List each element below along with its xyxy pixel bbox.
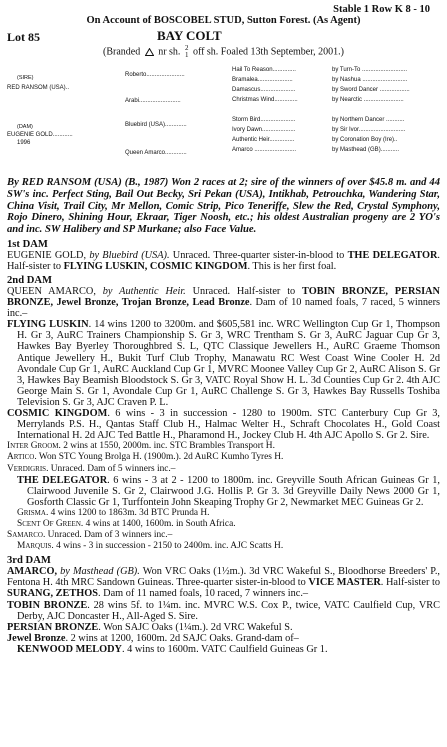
third-dam-text [7, 566, 440, 599]
brand-fraction [185, 45, 189, 59]
third-dam-name: AMARCO, [7, 566, 61, 578]
progeny-record: . 4 wins 1200 to 1863m. 3d BTC Prunda H. [45, 507, 210, 518]
second-dam-heading: 2nd DAM [7, 275, 53, 286]
triangle-brand-icon [145, 48, 154, 56]
grandprogeny-scent-of-green [7, 519, 440, 530]
progeny-name: Samarco [7, 530, 43, 541]
progeny-record: . 4 wins to 1600m. VATC Caulfield Guineas Gr 1. [121, 643, 328, 655]
ds-sire: Storm Bird..................... [232, 117, 296, 124]
horse-description: BAY COLT [157, 28, 222, 43]
sire-sire: Roberto....................... [125, 72, 185, 79]
first-dam-desc3: . This is her first foal. [247, 260, 337, 272]
progeny-record: . Won SAJC Oaks (1¼m.). 2d VRC Wakeful S. [98, 621, 293, 633]
ds-sire-by: by Northern Dancer ........... [332, 117, 405, 124]
dam-sire: Bluebird (USA)............. [125, 122, 187, 129]
progeny-name: PERSIAN BRONZE [7, 621, 99, 633]
sd-dam-by: by Nearctic ........................ [332, 97, 404, 104]
progeny-name: FLYING LUSKIN [7, 319, 89, 331]
progeny-name: COSMIC KINGDOM [7, 408, 108, 420]
progeny-name: Scent Of Green [17, 518, 81, 529]
frac-denominator: 1 [184, 51, 189, 59]
branded-pre: (Branded [102, 46, 141, 58]
progeny-record: . Unraced. Dam of 5 winners inc.– [46, 463, 176, 474]
progeny-record: . 14 wins 1200 to 3200m. and $605,581 inc. WRC Wellington Cup Gr 1, Thompson H. Gr 3, AuRC Trainers Championship S. Gr 3, WRC Trentham S. Gr 3, AuRC Jaguar Cup Gr 3, Hawkes Bay Byerley Thoroughbred S. L, QTC Classique Jewellers H., AuRC Graeme Thomson Antique Jewellery H., Bukit Turf Club Trophy, Manawatu RC West Coast Wine Cooler H. 2d Avondale Cup Gr 1, AuRC Auckland Cup Gr 1, MVRC Moonee Valley Cup Gr 2, AuRC Alison S. Gr 3, Hawkes Bay Beamish Bloodstock S. Gr 3, VATC Royal Show H. L. 3d Counties Cup Gr 2. 4th AJC George Main S. Gr 1, Avondale Cup Gr 1, AuRC Challenge S. Gr 3, Hawkes Bay Russells Toshiba Television S. Gr 3, AJC Craven P. L. [17, 319, 440, 408]
ds-dam: Ivory Dawn.................... [232, 127, 296, 134]
grandprogeny-marquis [7, 541, 440, 552]
first-dam-halfsibs: FLYING LUSKIN, COSMIC KINGDOM [63, 260, 248, 272]
second-dam-halfsibs: TOBIN BRONZE, PERSIAN BRONZE, Jewel Bronze, Trojan Bronze, Lead Bronze [7, 286, 440, 309]
sire-name: RED RANSOM (USA).. [7, 85, 70, 92]
sire-dam: Arabi......................... [125, 98, 181, 105]
third-dam-sire: by Masthead (GB). [60, 566, 140, 578]
ds-dam-by: by Sir Ivor............................ [332, 127, 406, 134]
ss-dam: Bramalea..................... [232, 77, 293, 84]
grandprogeny-grisma [7, 508, 440, 519]
progeny-persian-bronze [7, 622, 440, 633]
dd-dam: Amarco ......................... [232, 147, 297, 154]
dd-sire-by: by Coronation Boy (Ire).. [332, 137, 398, 144]
dam-dam: Queen Amarco............. [125, 150, 187, 157]
first-dam-name: EUGENIE GOLD, [7, 249, 90, 261]
third-dam-relative: VICE MASTER [308, 577, 381, 589]
progeny-record: . 4 wins - 3 in succession - 2150 to 2400m. inc. AJC Scatts H. [51, 541, 284, 552]
sire-label: (SIRE) [17, 75, 34, 82]
grandprogeny-the-delegator [7, 475, 440, 508]
progeny-name: Verdigris [7, 463, 47, 474]
first-dam-text [7, 250, 440, 272]
progeny-name: Inter Groom [7, 441, 59, 452]
progeny-artico [7, 452, 440, 463]
ss-sire-by: by Turn-To ........................... [332, 67, 408, 74]
brand-info [7, 45, 440, 59]
dam-label: (DAM) [17, 124, 33, 131]
sd-sire: Damascus..................... [232, 87, 296, 94]
progeny-name: Marquis [17, 541, 52, 552]
progeny-jewel-bronze [7, 633, 440, 644]
dd-dam-by: by Masthead (GB)........... [332, 147, 400, 154]
sd-sire-by: by Sword Dancer .................. [332, 87, 410, 94]
progeny-record: . 2 wins at 1550, 2000m. inc. STC Brambles Transport H. [58, 441, 275, 452]
second-dam-sire: by Authentic Heir. [102, 286, 186, 297]
stable-location: Stable 1 Row K 8 - 10 [333, 4, 430, 15]
lot-line [7, 27, 440, 45]
progeny-name: Grisma [17, 507, 46, 518]
progeny-record: . 4 wins at 1400, 1600m. in South Africa. [80, 518, 236, 529]
third-dam-desc2: . Half-sister to [380, 577, 441, 589]
first-dam-desc2: . Half-sister to [7, 249, 440, 272]
ss-dam-by: by Nashua ........................... [332, 77, 408, 84]
frac-numerator: 2 [184, 44, 189, 52]
ss-sire: Hail To Reason.............. [232, 67, 296, 74]
pedigree-table [7, 65, 440, 171]
progeny-inter-groom [7, 441, 440, 452]
sd-dam: Christmas Wind.............. [232, 97, 298, 104]
progeny-cosmic-kingdom [7, 408, 440, 441]
progeny-record: . 6 wins - 3 in succession - 1280 to 1900m. STC Canterbury Cup Gr 3, Merrylands P.S. H., Qantas Staff Club H., Halmac Welter H., Schraft Chocolates H., Gold Coast International H. 2d AJC Ted Battle H., Pharamond H., Jockey Club H. 4th AJC Apollo S. Gr 2. Sire. [17, 408, 440, 442]
progeny-record: . 6 wins - 3 at 2 - 1200 to 1800m. inc. Greyville South African Guineas Gr 1, Clairwood Juvenile S. Gr 2, Clairwood J.G. Hollis P. Gr 3. 3d Greyville Daily News 2000 Gr 1, Gosforth Classic Gr 1, Turffontein John Skeaping Trophy Gr 2, Newmarket MEC Guineas Gr 2. [27, 474, 440, 508]
progeny-verdigris [7, 464, 440, 475]
progeny-name: THE DELEGATOR [17, 474, 108, 486]
third-dam-halfsibs: SURANG, ZETHOS [7, 588, 98, 600]
second-dam-produce: . Dam of 10 named foals, 7 raced, 5 winners inc.– [7, 297, 440, 320]
third-dam-produce: . Dam of 11 named foals, 10 raced, 7 winners inc.– [97, 588, 309, 600]
dam-name: EUGENIE GOLD............ [7, 132, 73, 139]
lot-number: Lot 85 [7, 30, 40, 44]
third-dam-desc: Won VRC Oaks (1½m.). 3d VRC Wakeful S., Bloodhorse Breeders' P., Fentona H. 4th MRC Sandown Guineas. Three-quarter sister-in-blood to [7, 566, 441, 589]
first-dam-relative: THE DELEGATOR [347, 249, 438, 261]
branded-post: off sh. Foaled 13th September, 2001.) [192, 46, 344, 58]
progeny-name: Artico [7, 452, 35, 463]
second-dam-name: QUEEN AMARCO, [7, 286, 103, 297]
dd-sire: Authentic Heir............... [232, 137, 295, 144]
first-dam-desc: Unraced. Three-quarter sister-in-blood to [169, 249, 348, 261]
progeny-name: Jewel Bronze [7, 632, 66, 644]
third-dam-heading: 3rd DAM [7, 555, 51, 567]
sire-summary: By RED RANSOM (USA) (B., 1987) Won 2 races at 2; sire of the winners of over $45.8 m. and 44 SW's inc. Perfect Sting, Bail Out Becky, Sri Pekan (USA), Intikhab, Petrouchka, Wandering Star, China Visit, Trail City, Mr Mellon, Comic Strip, Pico Teneriffe, Slew the Red, Crystal Symphony, Rojo Dinero, Shining Hour, Ekraar, Tiger Noosh, etc.; his oldest Australian progeny are 2 YO's and inc. SW Halibery and SP Murkane; also Face Value. [7, 177, 440, 236]
catalogue-page [7, 0, 440, 655]
progeny-name: TOBIN BRONZE [7, 599, 88, 611]
progeny-record: . Won STC Young Brolga H. (1900m.). 2d AuRC Kumho Tyres H. [34, 452, 284, 463]
first-dam-heading: 1st DAM [7, 238, 48, 250]
dam-year: 1996 [17, 140, 31, 147]
progeny-record: . 2 wins at 1200, 1600m. 2d SAJC Oaks. Grand-dam of– [65, 632, 299, 644]
vendor-line: On Account of BOSCOBEL STUD, Sutton Forest. (As Agent) [86, 15, 361, 26]
grandprogeny-kenwood-melody [7, 644, 440, 655]
second-dam-desc: Unraced. Half-sister to [185, 286, 303, 297]
progeny-name: KENWOOD MELODY [17, 643, 122, 655]
progeny-record: . 28 wins 5f. to 1¼m. inc. MVRC W.S. Cox P., twice, VATC Caulfield Cup, VRC Derby, AJC Doncaster H., All-Aged S. Sire. [17, 599, 440, 622]
progeny-record: . Unraced. Dam of 3 winners inc.– [42, 530, 173, 541]
second-dam-text [7, 286, 440, 319]
branded-mid: nr sh. [158, 46, 181, 58]
first-dam-sire: by Bluebird (USA). [89, 249, 170, 261]
progeny-tobin-bronze [7, 600, 440, 622]
progeny-samarco [7, 530, 440, 541]
progeny-flying-luskin [7, 319, 440, 408]
